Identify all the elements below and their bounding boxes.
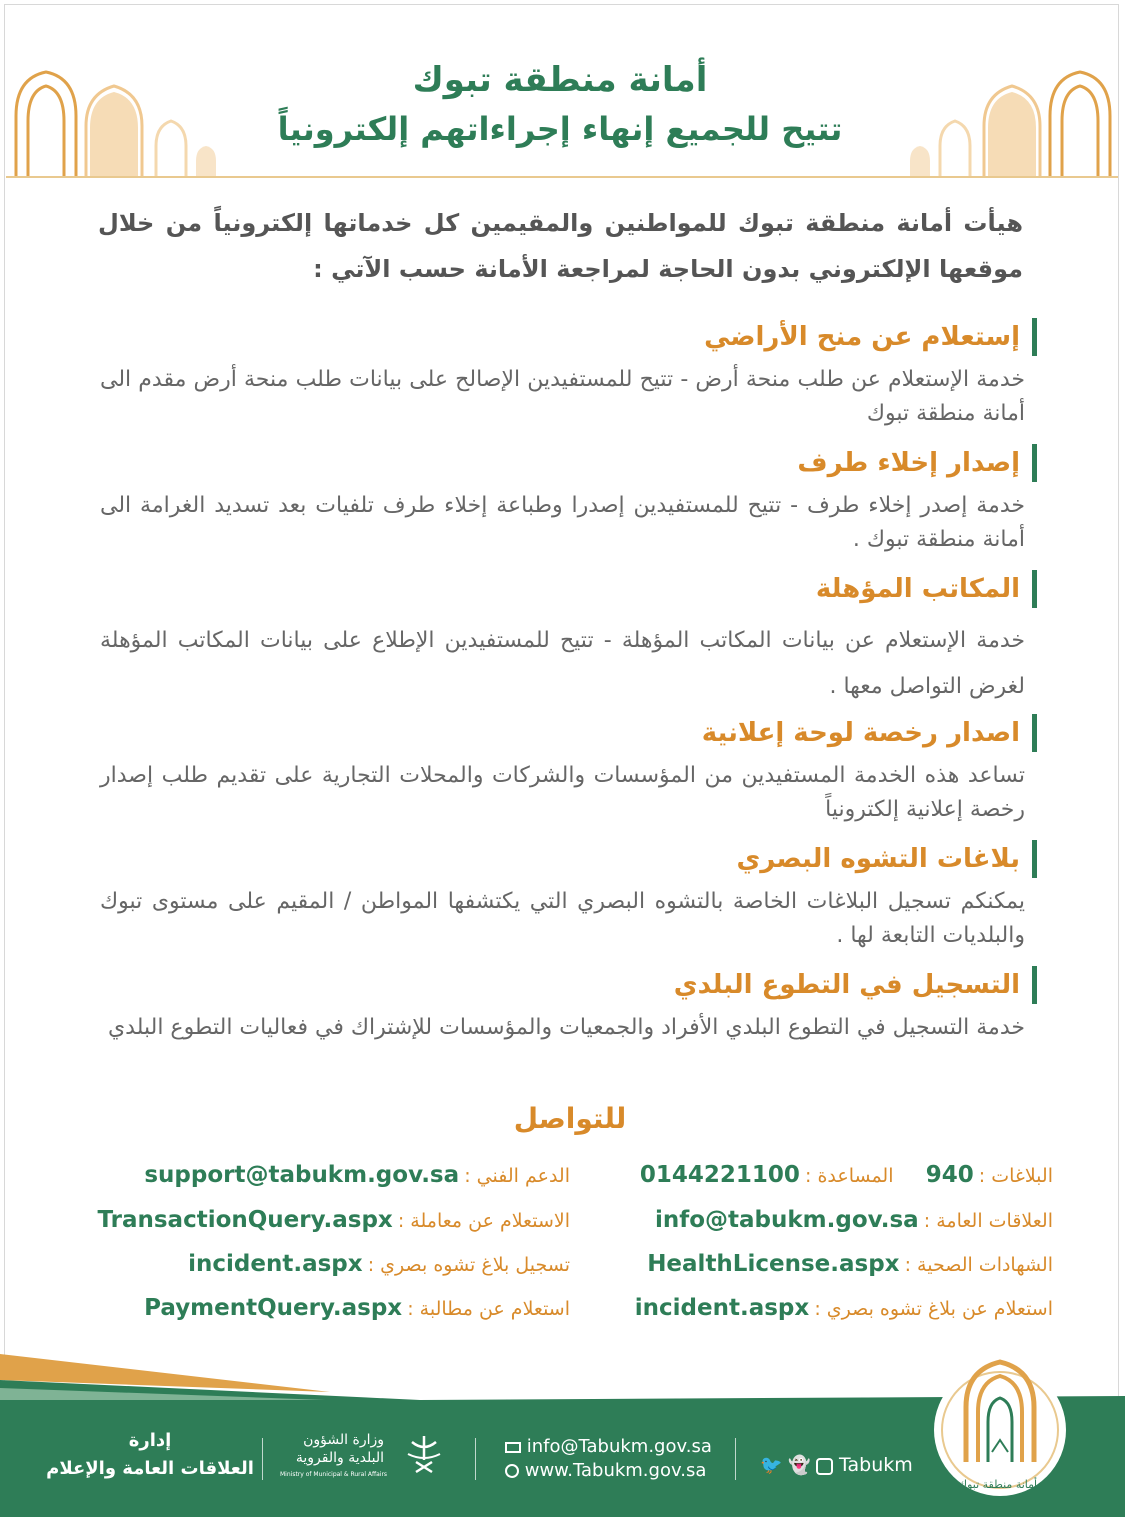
instagram-icon[interactable] [816, 1458, 833, 1475]
section-title: المكاتب المؤهلة [816, 570, 1037, 608]
footer-separator [735, 1438, 736, 1480]
footer-email-row[interactable] [505, 1436, 712, 1457]
snapchat-icon[interactable]: 👻 [788, 1455, 811, 1476]
contact-row [144, 1295, 570, 1321]
section-body: يمكنكم تسجيل البلاغات الخاصة بالتشوه البصري التي يكتشفها المواطن / المقيم على مستوى تبوك والبلديات التابعة لها . [100, 889, 1025, 948]
contact-label: تسجيل بلاغ تشوه بصري : [367, 1254, 570, 1276]
footer-website[interactable]: www.Tabukm.gov.sa [524, 1460, 707, 1481]
contact-label: الدعم الفني : [464, 1165, 570, 1187]
contact-label: البلاغات : [978, 1165, 1053, 1187]
reports-number[interactable]: 940 [925, 1162, 974, 1188]
contact-label: الاستعلام عن معاملة : [397, 1210, 570, 1232]
page-subtitle: تتيح للجميع إنهاء إجراءاتهم إلكترونياً [277, 110, 843, 148]
pr-email-link[interactable]: info@tabukm.gov.sa [654, 1207, 919, 1233]
department-line1: إدارة [128, 1430, 172, 1451]
contact-row [97, 1207, 570, 1233]
logo-caption: أمانة منطقة تبوك [958, 1478, 1038, 1491]
arch-decoration-right [880, 66, 1120, 178]
contact-row [144, 1162, 570, 1188]
transaction-query-link[interactable]: TransactionQuery.aspx [97, 1207, 393, 1233]
contact-label: العلاقات العامة : [923, 1210, 1053, 1232]
footer-website-row[interactable] [505, 1460, 706, 1481]
contact-row [188, 1251, 570, 1277]
contact-label: استعلام عن مطالبة : [407, 1298, 570, 1320]
section-title: إصدار إخلاء طرف [797, 444, 1037, 482]
section-body: خدمة الإستعلام عن بيانات المكاتب المؤهلة - تتيح للمستفيدين الإطلاع على بيانات المكاتب المؤهلة لغرض التواصل معها . [100, 628, 1025, 699]
section-title: اصدار رخصة لوحة إعلانية [702, 714, 1037, 752]
social-handle[interactable] [760, 1454, 913, 1476]
incident-register-link[interactable]: incident.aspx [188, 1251, 363, 1277]
health-license-link[interactable]: HealthLicense.aspx [647, 1251, 900, 1277]
contact-row [640, 1162, 1053, 1188]
social-handle-text: Tabukm [839, 1454, 913, 1476]
twitter-icon[interactable]: 🐦 [760, 1455, 783, 1476]
section-body: خدمة التسجيل في التطوع البلدي الأفراد والجمعيات والمؤسسات للإشتراك في فعاليات التطوع البلدي [107, 1015, 1025, 1040]
help-number[interactable]: 0144221100 [639, 1162, 800, 1188]
contact-row [635, 1295, 1053, 1321]
department-line2: العلاقات العامة والإعلام [46, 1458, 254, 1479]
section-title: بلاغات التشوه البصري [736, 840, 1037, 878]
footer-separator [475, 1438, 476, 1480]
header-divider [6, 176, 1118, 178]
arch-decoration-left [6, 66, 246, 178]
section-title: التسجيل في التطوع البلدي [674, 966, 1037, 1004]
contact-title: للتواصل [513, 1102, 627, 1135]
contact-label: استعلام عن بلاغ تشوه بصري : [814, 1298, 1053, 1320]
contact-label: المساعدة : [805, 1165, 894, 1187]
globe-icon [505, 1464, 519, 1478]
support-email-link[interactable]: support@tabukm.gov.sa [144, 1162, 460, 1188]
intro-paragraph: هيأت أمانة منطقة تبوك للمواطنين والمقيمين كل خدماتها إلكترونياً من خلال موقعها الإلكتروني بدون الحاجة لمراجعة الأمانة حسب الآتي : [98, 209, 1023, 283]
page-title: أمانة منطقة تبوك [412, 60, 708, 100]
ministry-emblem-icon [398, 1432, 450, 1478]
section-title: إستعلام عن منح الأراضي [704, 318, 1037, 356]
footer-email[interactable]: info@Tabukm.gov.sa [526, 1436, 712, 1457]
section-body: خدمة الإستعلام عن طلب منحة أرض - تتيح للمستفيدين الإصالح على بيانات طلب منحة أرض مقدم الى أمانة منطقة تبوك [100, 367, 1025, 426]
ministry-name-line2: البلدية والقروية [295, 1450, 384, 1466]
section-body: خدمة إصدر إخلاء طرف - تتيح للمستفيدين إصدرا وطباعة إخلاء طرف تلفيات بعد تسديد الغرامة الى أمانة منطقة تبوك . [100, 493, 1025, 552]
incident-query-link[interactable]: incident.aspx [634, 1295, 810, 1321]
ministry-name-en: Ministry of Municipal & Rural Affairs [280, 1471, 388, 1478]
contact-row [655, 1207, 1053, 1233]
ministry-name-line1: وزارة الشؤون [303, 1432, 384, 1448]
footer-separator [262, 1438, 263, 1480]
payment-query-link[interactable]: PaymentQuery.aspx [144, 1295, 403, 1321]
contact-row [647, 1251, 1053, 1277]
section-body: تساعد هذه الخدمة المستفيدين من المؤسسات والشركات والمحلات التجارية على تقديم طلب إصدار رخصة إعلانية إلكترونياً [100, 763, 1025, 822]
mail-icon [505, 1442, 521, 1453]
contact-label: الشهادات الصحية : [904, 1254, 1053, 1276]
